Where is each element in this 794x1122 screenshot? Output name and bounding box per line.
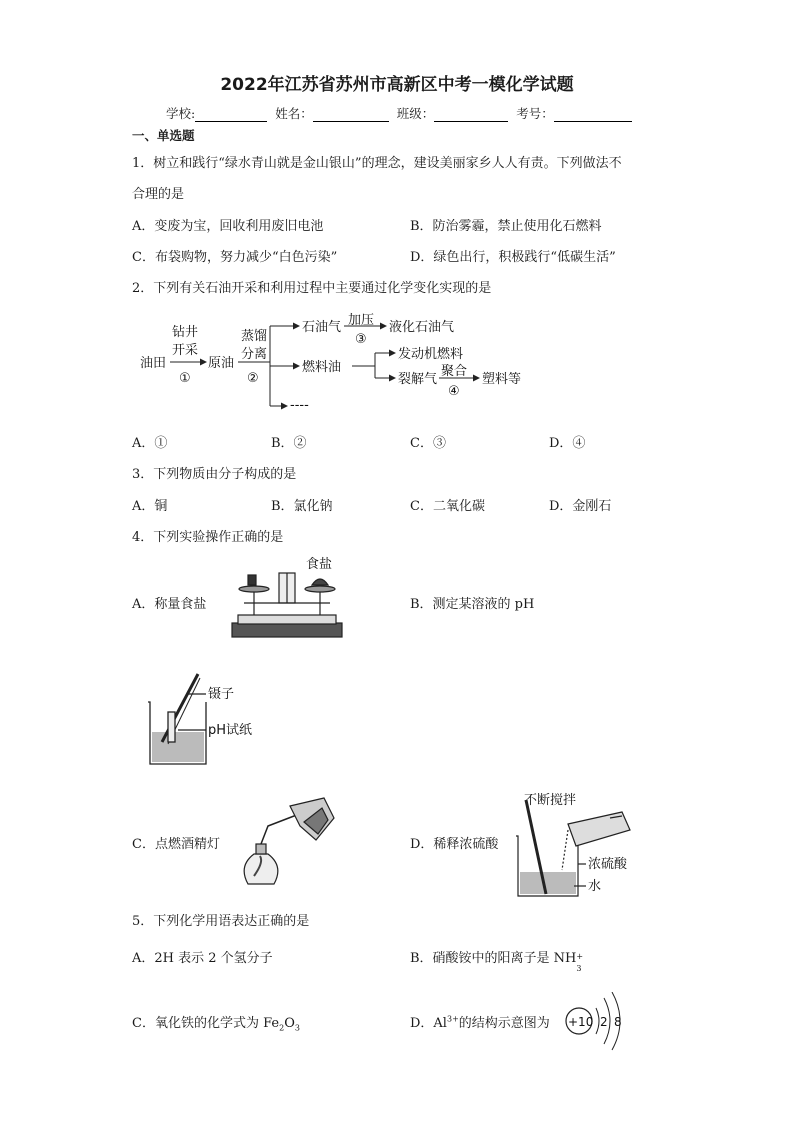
- ph-paper-label: pH试纸: [208, 723, 253, 738]
- q2-option-c[interactable]: C．③: [410, 436, 446, 451]
- q3-option-c[interactable]: C．二氧化碳: [410, 499, 485, 514]
- page-title: 2022年江苏省苏州市高新区中考一模化学试题: [220, 75, 574, 95]
- q1-option-a[interactable]: A．变废为宝，回收利用废旧电池: [132, 219, 324, 234]
- q3-option-a[interactable]: A．铜: [132, 499, 168, 514]
- q1-stem-line2: 合理的是: [132, 187, 185, 202]
- q2-option-a[interactable]: A．①: [132, 436, 168, 451]
- class-label: 班级：: [396, 106, 435, 121]
- q4-option-a[interactable]: A．称量食盐: [132, 597, 207, 612]
- q1-stem-line1: 1．树立和践行“绿水青山就是金山银山”的理念，建设美丽家乡人人有责。下列做法不: [132, 156, 622, 171]
- water-label: 水: [588, 879, 602, 894]
- diag-lpg: 液化石油气: [389, 320, 455, 335]
- tweezers-label: 镊子: [208, 687, 235, 702]
- ammonium-subscript: 3: [576, 964, 582, 973]
- exam-no-label: 考号：: [516, 106, 554, 121]
- q3-option-b[interactable]: B．氯化钠: [271, 499, 333, 514]
- diag-plastics: 塑料等: [482, 372, 522, 387]
- diag-step3: ③: [355, 332, 367, 347]
- diag-drill: 钻井: [172, 325, 199, 340]
- acid-label: 浓硫酸: [588, 857, 628, 872]
- ph-test-figure: [140, 672, 270, 772]
- petroleum-flow-diagram: [130, 305, 550, 417]
- q5-option-a[interactable]: A．2H 表示 2 个氢分子: [132, 951, 273, 966]
- diag-step1: ①: [179, 371, 191, 386]
- q5-option-d[interactable]: [410, 1012, 550, 1031]
- q2-stem: 2．下列有关石油开采和利用过程中主要通过化学变化实现的是: [132, 281, 492, 296]
- name-label: 姓名：: [275, 106, 313, 121]
- class-field[interactable]: [434, 108, 508, 122]
- q5-option-c[interactable]: [132, 1012, 300, 1033]
- shell-2-electrons: 8: [614, 1015, 622, 1029]
- nucleus-charge: +10: [568, 1015, 594, 1029]
- q5-option-b-text: B．硝酸铵中的阳离子是 NH: [410, 951, 577, 966]
- section-heading: 一、单选题: [132, 128, 195, 143]
- diag-step2: ②: [247, 371, 259, 386]
- alcohol-lamp-figure: [234, 796, 344, 888]
- diag-crude: 原油: [208, 356, 235, 371]
- school-field[interactable]: [195, 108, 267, 122]
- q5-option-d-text: D．Al: [410, 1016, 447, 1031]
- name-field[interactable]: [313, 108, 389, 122]
- q3-stem: 3．下列物质由分子构成的是: [132, 467, 297, 482]
- diag-engine-fuel: 发动机燃料: [398, 347, 464, 362]
- oxygen-symbol: O: [284, 1016, 295, 1031]
- q4-option-b[interactable]: B．测定某溶液的 pH: [410, 597, 535, 612]
- stir-label: 不断搅拌: [524, 793, 577, 808]
- salt-label: 食盐: [306, 557, 333, 572]
- diag-separate: 分离: [241, 347, 268, 362]
- q5-stem: 5．下列化学用语表达正确的是: [132, 914, 310, 929]
- diag-petroleum-gas: 石油气: [302, 320, 342, 335]
- balance-scale-figure: [224, 553, 354, 643]
- al-charge: 3+: [446, 1014, 459, 1024]
- diag-mine: 开采: [172, 343, 199, 358]
- diag-step4: ④: [448, 384, 460, 399]
- q5-option-d-rest: 的结构示意图为: [458, 1016, 550, 1031]
- q4-stem: 4．下列实验操作正确的是: [132, 530, 284, 545]
- diag-fuel-oil: 燃料油: [302, 360, 342, 375]
- q4-option-c[interactable]: C．点燃酒精灯: [132, 837, 220, 852]
- q5-option-c-text: C．氧化铁的化学式为 Fe: [132, 1016, 280, 1031]
- diag-oilfield: 油田: [140, 356, 167, 371]
- school-label: 学校:: [166, 106, 196, 121]
- dilute-acid-figure: [512, 790, 642, 900]
- o-subscript: 3: [294, 1023, 300, 1033]
- q1-option-b[interactable]: B．防治雾霾，禁止使用化石燃料: [410, 219, 602, 234]
- q1-option-d[interactable]: D．绿色出行，积极践行“低碳生活”: [410, 250, 616, 265]
- diag-polymerize: 聚合: [441, 364, 468, 379]
- diag-cracked-gas: 裂解气: [398, 372, 438, 387]
- exam-no-field[interactable]: [554, 108, 632, 122]
- diag-more: ----: [290, 398, 309, 413]
- q3-option-d[interactable]: D．金刚石: [549, 499, 612, 514]
- q2-option-d[interactable]: D．④: [549, 436, 586, 451]
- fe-subscript: 2: [279, 1023, 285, 1033]
- al-ion-structure-diagram: [562, 992, 638, 1054]
- q4-option-d[interactable]: D．稀释浓硫酸: [410, 837, 499, 852]
- q1-option-c[interactable]: C．布袋购物，努力减少“白色污染”: [132, 250, 338, 265]
- diag-distill: 蒸馏: [241, 329, 268, 344]
- ammonium-charge: +: [576, 952, 584, 961]
- q2-option-b[interactable]: B．②: [271, 436, 307, 451]
- diag-pressurize: 加压: [348, 313, 375, 328]
- q5-option-b[interactable]: [410, 947, 584, 973]
- student-info-line: [166, 104, 632, 122]
- shell-1-electrons: 2: [600, 1015, 608, 1029]
